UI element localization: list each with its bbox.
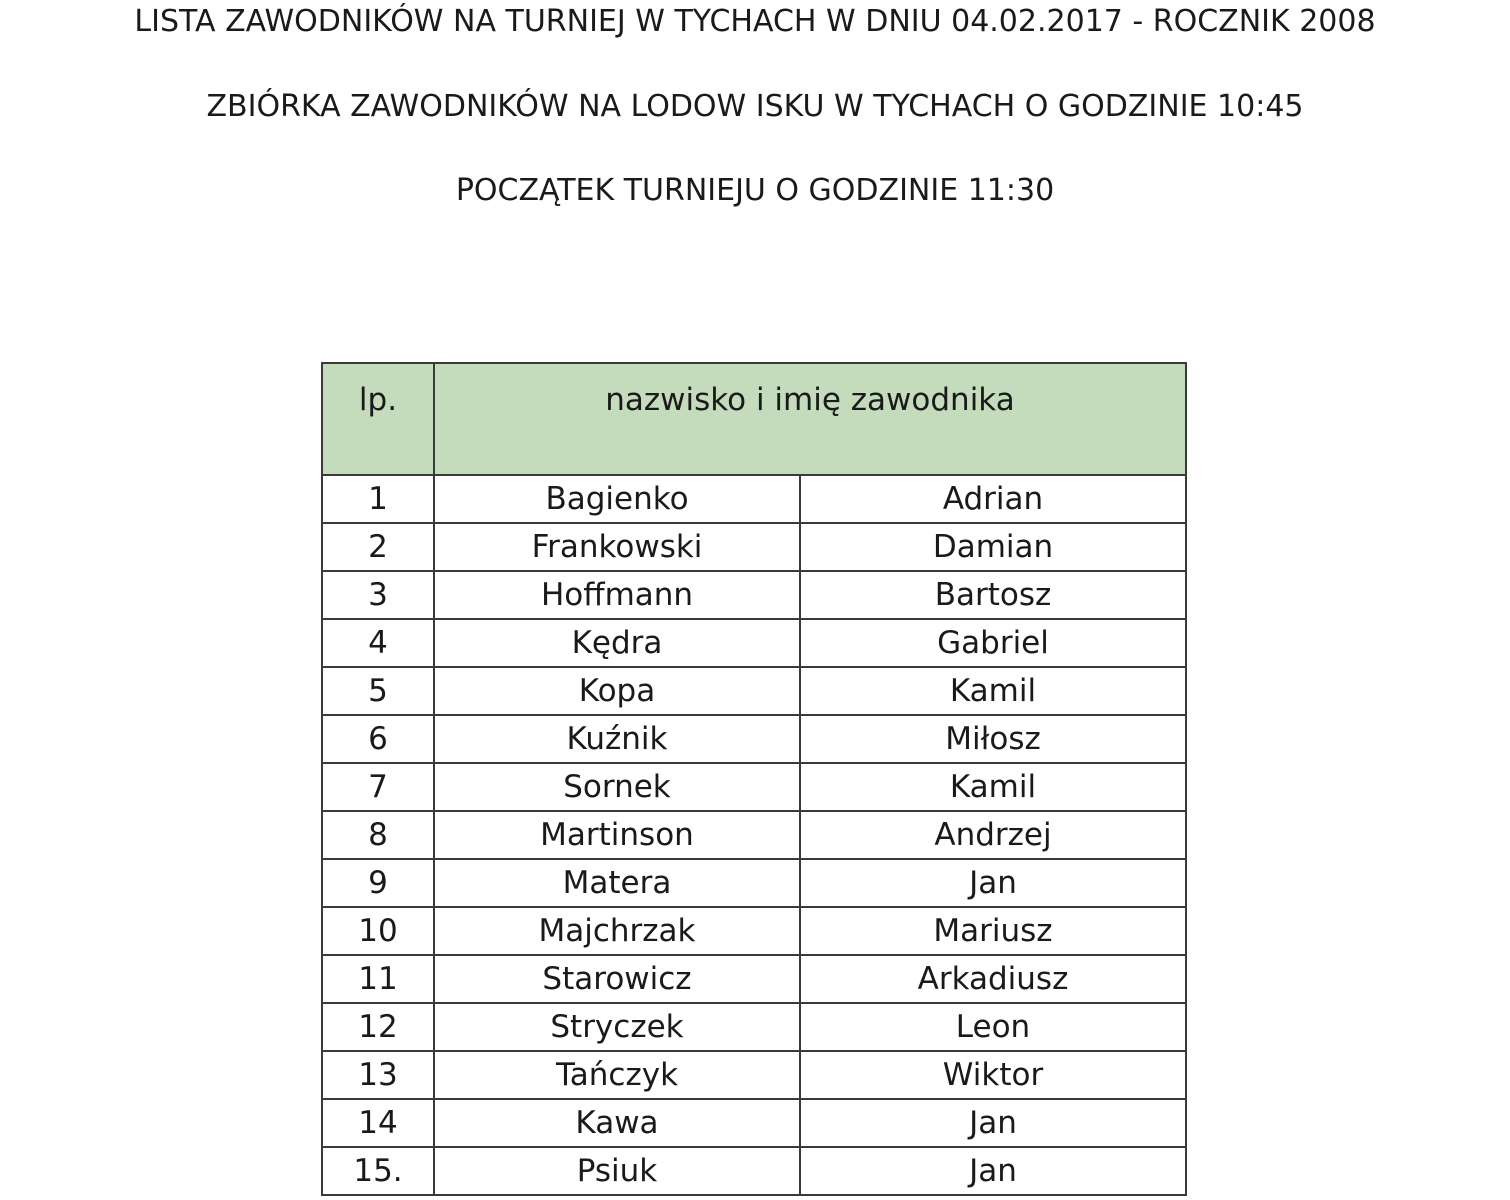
- player-surname: Kawa: [434, 1099, 800, 1147]
- player-firstname: Jan: [800, 859, 1186, 907]
- table-row: [322, 955, 1186, 1003]
- player-firstname: Leon: [800, 1003, 1186, 1051]
- table-row: [322, 523, 1186, 571]
- row-number: 10: [322, 907, 434, 955]
- row-number: 15.: [322, 1147, 434, 1195]
- table-row: [322, 1003, 1186, 1051]
- row-number: 8: [322, 811, 434, 859]
- table-row: [322, 1147, 1186, 1195]
- player-surname: Tańczyk: [434, 1051, 800, 1099]
- player-firstname: Damian: [800, 523, 1186, 571]
- player-firstname: Adrian: [800, 475, 1186, 523]
- row-number: 11: [322, 955, 434, 1003]
- player-firstname: Wiktor: [800, 1051, 1186, 1099]
- table-row: [322, 907, 1186, 955]
- table-row: [322, 619, 1186, 667]
- table-row: [322, 715, 1186, 763]
- player-surname: Martinson: [434, 811, 800, 859]
- row-number: 2: [322, 523, 434, 571]
- row-number: 7: [322, 763, 434, 811]
- table-row: [322, 571, 1186, 619]
- player-surname: Kuźnik: [434, 715, 800, 763]
- tournament-start-info: POCZĄTEK TURNIEJU O GODZINIE 11:30: [455, 173, 1055, 208]
- player-firstname: Andrzej: [800, 811, 1186, 859]
- table-row: [322, 1051, 1186, 1099]
- player-firstname: Bartosz: [800, 571, 1186, 619]
- player-surname: Hoffmann: [434, 571, 800, 619]
- player-firstname: Arkadiusz: [800, 955, 1186, 1003]
- player-surname: Psiuk: [434, 1147, 800, 1195]
- row-number: 9: [322, 859, 434, 907]
- table-row: [322, 475, 1186, 523]
- table-row: [322, 763, 1186, 811]
- player-surname: Kędra: [434, 619, 800, 667]
- player-firstname: Mariusz: [800, 907, 1186, 955]
- table-header-row: [322, 363, 1186, 475]
- player-surname: Sornek: [434, 763, 800, 811]
- gathering-info: ZBIÓRKA ZAWODNIKÓW NA LODOW ISKU W TYCHACH O GODZINIE 10:45: [206, 89, 1304, 124]
- row-number: 5: [322, 667, 434, 715]
- player-surname: Stryczek: [434, 1003, 800, 1051]
- player-roster-table: [321, 362, 1187, 1196]
- player-firstname: Kamil: [800, 667, 1186, 715]
- row-number: 13: [322, 1051, 434, 1099]
- row-number: 12: [322, 1003, 434, 1051]
- player-firstname: Gabriel: [800, 619, 1186, 667]
- player-firstname: Jan: [800, 1147, 1186, 1195]
- player-surname: Matera: [434, 859, 800, 907]
- player-surname: Bagienko: [434, 475, 800, 523]
- row-number: 1: [322, 475, 434, 523]
- player-surname: Frankowski: [434, 523, 800, 571]
- table-row: [322, 1099, 1186, 1147]
- row-number: 3: [322, 571, 434, 619]
- player-firstname: Jan: [800, 1099, 1186, 1147]
- table-row: [322, 811, 1186, 859]
- player-surname: Kopa: [434, 667, 800, 715]
- row-number: 14: [322, 1099, 434, 1147]
- row-number: 4: [322, 619, 434, 667]
- player-firstname: Miłosz: [800, 715, 1186, 763]
- table-body: [322, 475, 1186, 1195]
- player-surname: Starowicz: [434, 955, 800, 1003]
- player-firstname: Kamil: [800, 763, 1186, 811]
- document-title: LISTA ZAWODNIKÓW NA TURNIEJ W TYCHACH W DNIU 04.02.2017 - ROCZNIK 2008: [134, 4, 1376, 39]
- player-surname: Majchrzak: [434, 907, 800, 955]
- column-header-player-name: nazwisko i imię zawodnika: [434, 363, 1186, 475]
- table-row: [322, 667, 1186, 715]
- table-row: [322, 859, 1186, 907]
- row-number: 6: [322, 715, 434, 763]
- column-header-lp: lp.: [322, 363, 434, 475]
